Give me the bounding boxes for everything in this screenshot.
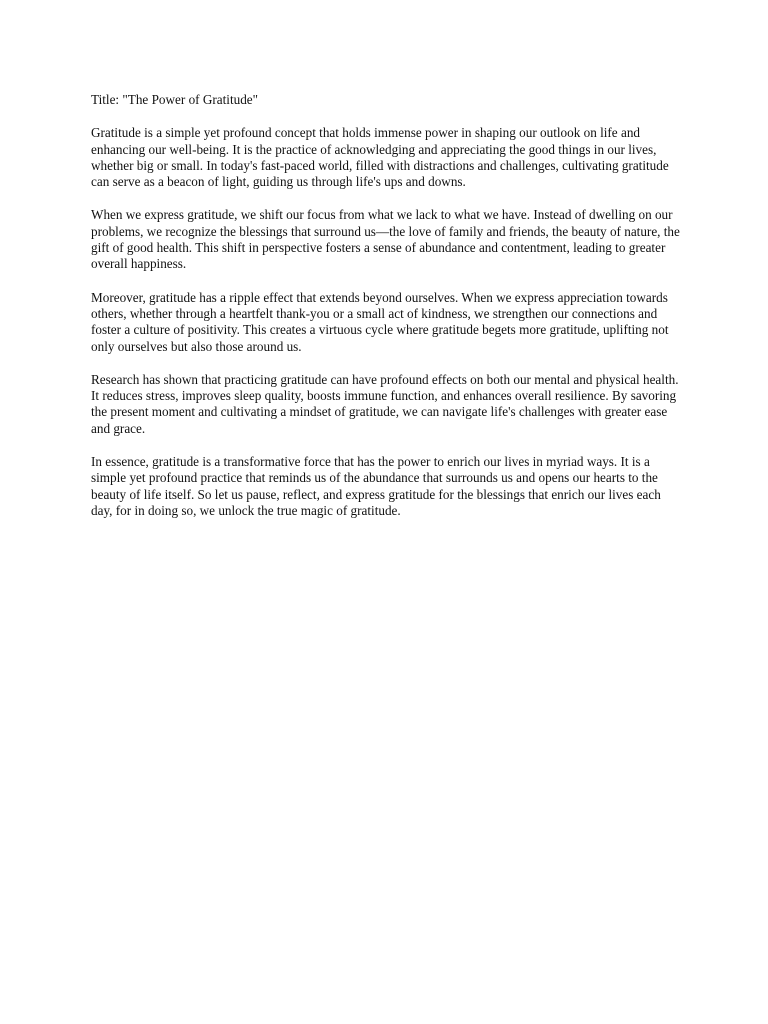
document-title: Title: "The Power of Gratitude" [91, 92, 259, 107]
paragraph-3: Moreover, gratitude has a ripple effect that extends beyond ourselves. When we express appreciation towards others, whether through a heartfelt thank-you or a small act of kindness, we strengthen our connections and foster a culture of positivity. This creates a virtuous cycle where gratitude begets more gratitude, uplifting not only ourselves but also those around us. [91, 289, 669, 354]
document-body [91, 92, 681, 536]
paragraph-2: When we express gratitude, we shift our focus from what we lack to what we have. Instead of dwelling on our problems, we recognize the blessings that surround us—the love of family and friends, the beauty of nature, the gift of good health. This shift in perspective fosters a sense of abundance and contentment, leading to greater overall happiness. [91, 207, 680, 272]
paragraph-4: Research has shown that practicing gratitude can have profound effects on both our mental and physical health. It reduces stress, improves sleep quality, boosts immune function, and enhances overall resilience. By savoring the present moment and cultivating a mindset of gratitude, we can navigate life's challenges with greater ease and grace. [91, 371, 679, 436]
paragraph-1: Gratitude is a simple yet profound concept that holds immense power in shaping our outlook on life and enhancing our well-being. It is the practice of acknowledging and appreciating the good things in our lives, whether big or small. In today's fast-paced world, filled with distractions and challenges, cultivating gratitude can serve as a beacon of light, guiding us through life's ups and downs. [91, 125, 669, 190]
paragraph-5: In essence, gratitude is a transformative force that has the power to enrich our lives in myriad ways. It is a simple yet profound practice that reminds us of the abundance that surrounds us and opens our hearts to the beauty of life itself. So let us pause, reflect, and express gratitude for the blessings that enrich our lives each day, for in doing so, we unlock the true magic of gratitude. [91, 454, 661, 518]
